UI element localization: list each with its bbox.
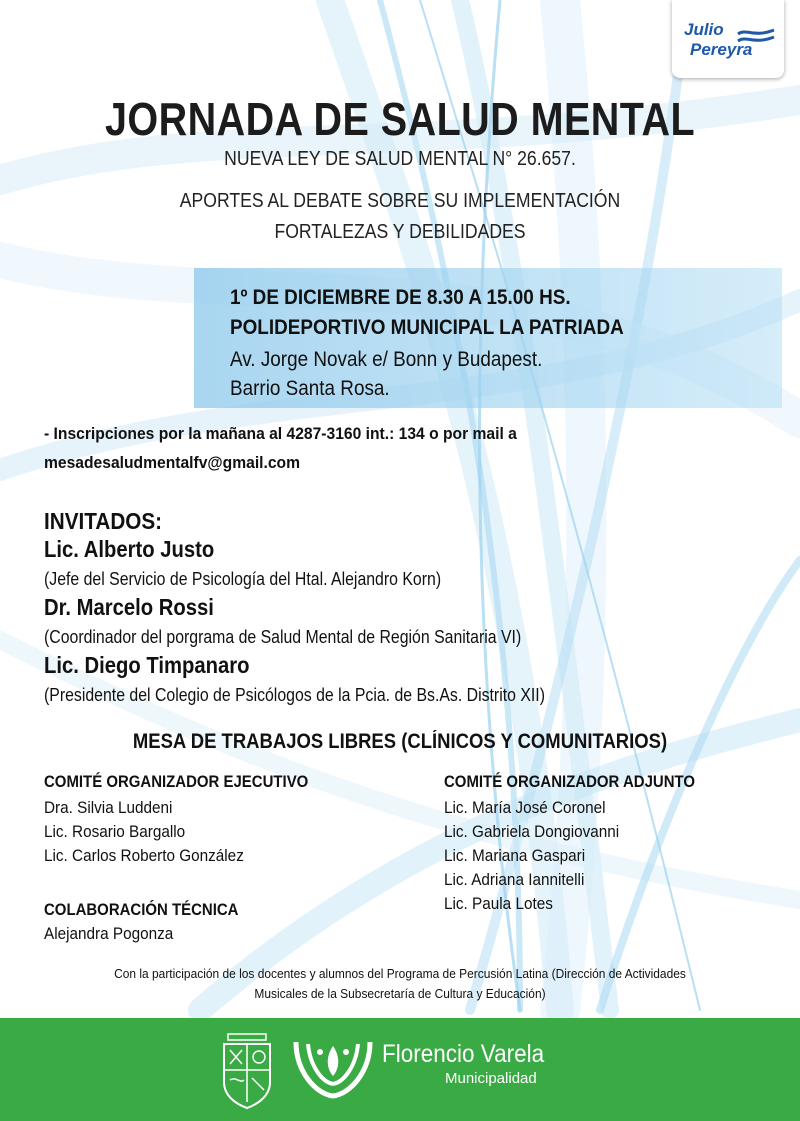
guest-role: (Presidente del Colegio de Psicólogos de la Pcia. de Bs.As. Distrito XII) — [44, 685, 545, 705]
event-address: Av. Jorge Novak e/ Bonn y Budapest. — [230, 348, 543, 371]
list-item: Lic. Adriana Iannitelli — [444, 870, 585, 889]
footer-bar — [0, 1018, 800, 1121]
topic-line-1: APORTES AL DEBATE SOBRE SU IMPLEMENTACIÓN — [179, 190, 621, 212]
florencio-varela-logo-icon — [290, 1032, 376, 1102]
guest-name: Lic. Alberto Justo — [44, 536, 215, 562]
event-info-box — [194, 268, 782, 408]
topic-line-2: FORTALEZAS Y DEBILIDADES — [274, 221, 526, 243]
guest-role: (Jefe del Servicio de Psicología del Htal. Alejandro Korn) — [44, 569, 442, 589]
participation-note-1: Con la participación de los docentes y alumnos del Programa de Percusión Latina (Dirección de Actividades — [114, 966, 686, 981]
guests-heading: INVITADOS: — [44, 508, 163, 534]
colaboracion-member: Alejandra Pogonza — [44, 924, 174, 943]
page-title: JORNADA DE SALUD MENTAL — [104, 93, 696, 145]
list-item: Lic. Mariana Gaspari — [444, 846, 586, 865]
registration-line: - Inscripciones por la mañana al 4287-3160 int.: 134 o por mail a — [44, 424, 517, 443]
brand-name: Florencio Varela — [382, 1040, 545, 1068]
list-item: Lic. Carlos Roberto González — [44, 846, 244, 865]
registration-email: mesadesaludmentalfv@gmail.com — [44, 453, 301, 472]
guest-role: (Coordinador del porgrama de Salud Mental de Región Sanitaria VI) — [44, 627, 522, 647]
brand-subtitle: Municipalidad — [445, 1070, 537, 1087]
municipal-crest-icon — [218, 1030, 276, 1110]
waves-icon — [736, 26, 776, 52]
list-item: Lic. María José Coronel — [444, 798, 606, 817]
law-subtitle: NUEVA LEY DE SALUD MENTAL N° 26.657. — [224, 148, 576, 170]
julio-pereyra-badge — [672, 0, 784, 78]
event-date: 1º DE DICIEMBRE DE 8.30 A 15.00 HS. — [230, 286, 571, 309]
comite-ejecutivo-heading: COMITÉ ORGANIZADOR EJECUTIVO — [44, 772, 309, 791]
participation-note-2: Musicales de la Subsecretaría de Cultura y Educación) — [254, 986, 546, 1001]
badge-line2: Pereyra — [690, 40, 753, 59]
list-item: Lic. Rosario Bargallo — [44, 822, 186, 841]
comite-adjunto-heading: COMITÉ ORGANIZADOR ADJUNTO — [444, 772, 696, 791]
badge-line1: Julio — [684, 20, 724, 39]
list-item: Lic. Paula Lotes — [444, 894, 553, 913]
event-barrio: Barrio Santa Rosa. — [230, 377, 390, 400]
list-item: Dra. Silvia Luddeni — [44, 798, 173, 817]
list-item: Lic. Gabriela Dongiovanni — [444, 822, 620, 841]
guest-name: Lic. Diego Timpanaro — [44, 652, 250, 678]
mesa-heading: MESA DE TRABAJOS LIBRES (CLÍNICOS Y COMUNITARIOS) — [132, 730, 668, 753]
guest-name: Dr. Marcelo Rossi — [44, 594, 214, 620]
event-venue: POLIDEPORTIVO MUNICIPAL LA PATRIADA — [230, 316, 624, 339]
colaboracion-heading: COLABORACIÓN TÉCNICA — [44, 900, 239, 919]
